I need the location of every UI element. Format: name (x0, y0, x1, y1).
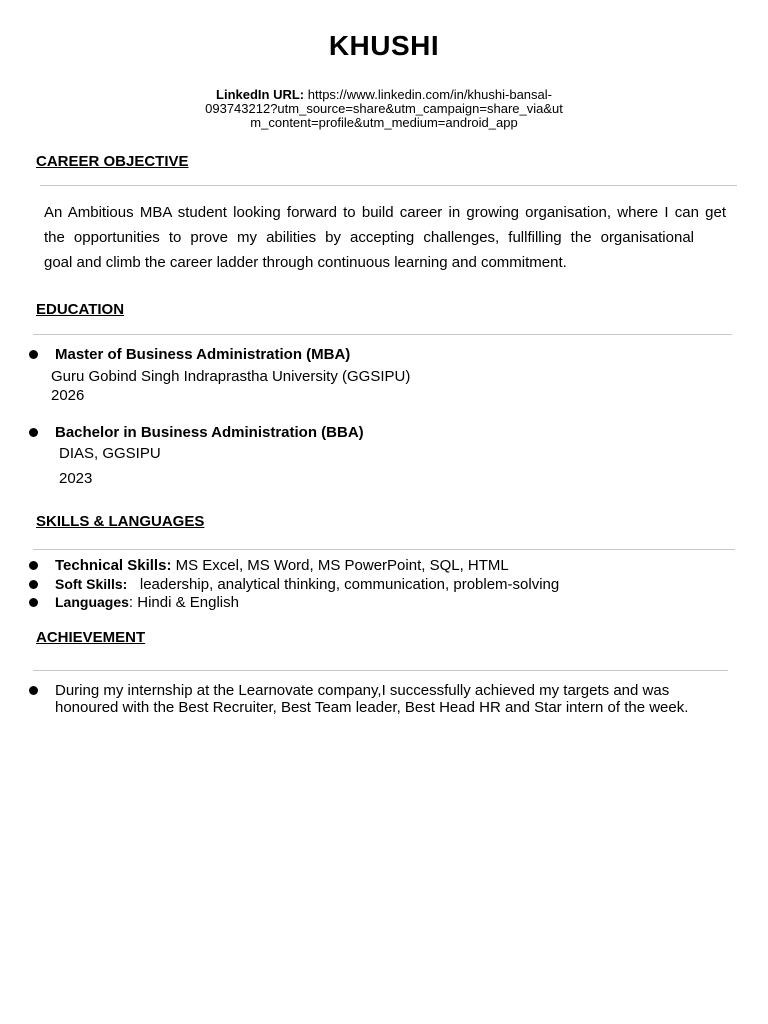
education-bba-year: 2023 (59, 470, 93, 487)
skills-technical-value: MS Excel, MS Word, MS PowerPoint, SQL, HTML (171, 557, 509, 574)
career-objective-divider (40, 185, 737, 186)
bullet-icon (29, 598, 38, 607)
career-objective-line-2: the opportunities to prove my abilities by accepting challenges, fullfilling the organisational (44, 229, 694, 246)
skills-soft-value: leadership, analytical thinking, communication, problem-solving (127, 576, 560, 593)
skills-heading: SKILLS & LANGUAGES (36, 513, 205, 530)
bullet-icon (29, 686, 38, 695)
education-divider (33, 334, 732, 335)
career-objective-heading: CAREER OBJECTIVE (36, 153, 189, 170)
education-mba-degree: Master of Business Administration (MBA) (55, 346, 351, 363)
linkedin-url-block (150, 88, 618, 130)
bullet-icon (29, 580, 38, 589)
candidate-name: KHUSHI (328, 30, 440, 61)
career-objective-line-1: An Ambitious MBA student looking forward to build career in growing organisation, where I can get (44, 204, 726, 221)
bullet-icon (29, 428, 38, 437)
skills-languages (55, 594, 239, 611)
linkedin-label: LinkedIn URL: (216, 87, 305, 102)
career-objective-line-3: goal and climb the career ladder through continuous learning and commitment. (44, 254, 567, 271)
skills-technical-label: Technical Skills: (55, 557, 172, 574)
skills-soft (55, 576, 559, 593)
skills-divider (33, 549, 735, 550)
skills-languages-value: : Hindi & English (128, 594, 239, 611)
achievement-divider (33, 670, 728, 671)
bullet-icon (29, 350, 38, 359)
education-heading: EDUCATION (36, 301, 125, 318)
bullet-icon (29, 561, 38, 570)
linkedin-url-line-3[interactable]: m_content=profile&utm_medium=android_app (250, 115, 518, 130)
education-bba-degree: Bachelor in Business Administration (BBA) (55, 424, 364, 441)
education-bba-institution: DIAS, GGSIPU (59, 445, 161, 462)
education-mba-institution: Guru Gobind Singh Indraprastha University (GGSIPU) (51, 368, 411, 385)
achievement-line-1: During my internship at the Learnovate company,I successfully achieved my targets and was (55, 682, 670, 699)
skills-soft-label: Soft Skills: (55, 576, 128, 592)
career-objective-text (44, 200, 726, 275)
linkedin-url-line-1[interactable]: https://www.linkedin.com/in/khushi-bansal- (307, 87, 552, 102)
achievement-heading: ACHIEVEMENT (36, 629, 146, 646)
skills-languages-label: Languages (55, 594, 129, 610)
achievement-line-2: honoured with the Best Recruiter, Best Team leader, Best Head HR and Star intern of the week. (55, 699, 689, 716)
skills-technical (55, 557, 509, 574)
education-mba-year: 2026 (51, 387, 85, 404)
linkedin-url-line-2[interactable]: 093743212?utm_source=share&utm_campaign=share_via&ut (205, 101, 563, 116)
